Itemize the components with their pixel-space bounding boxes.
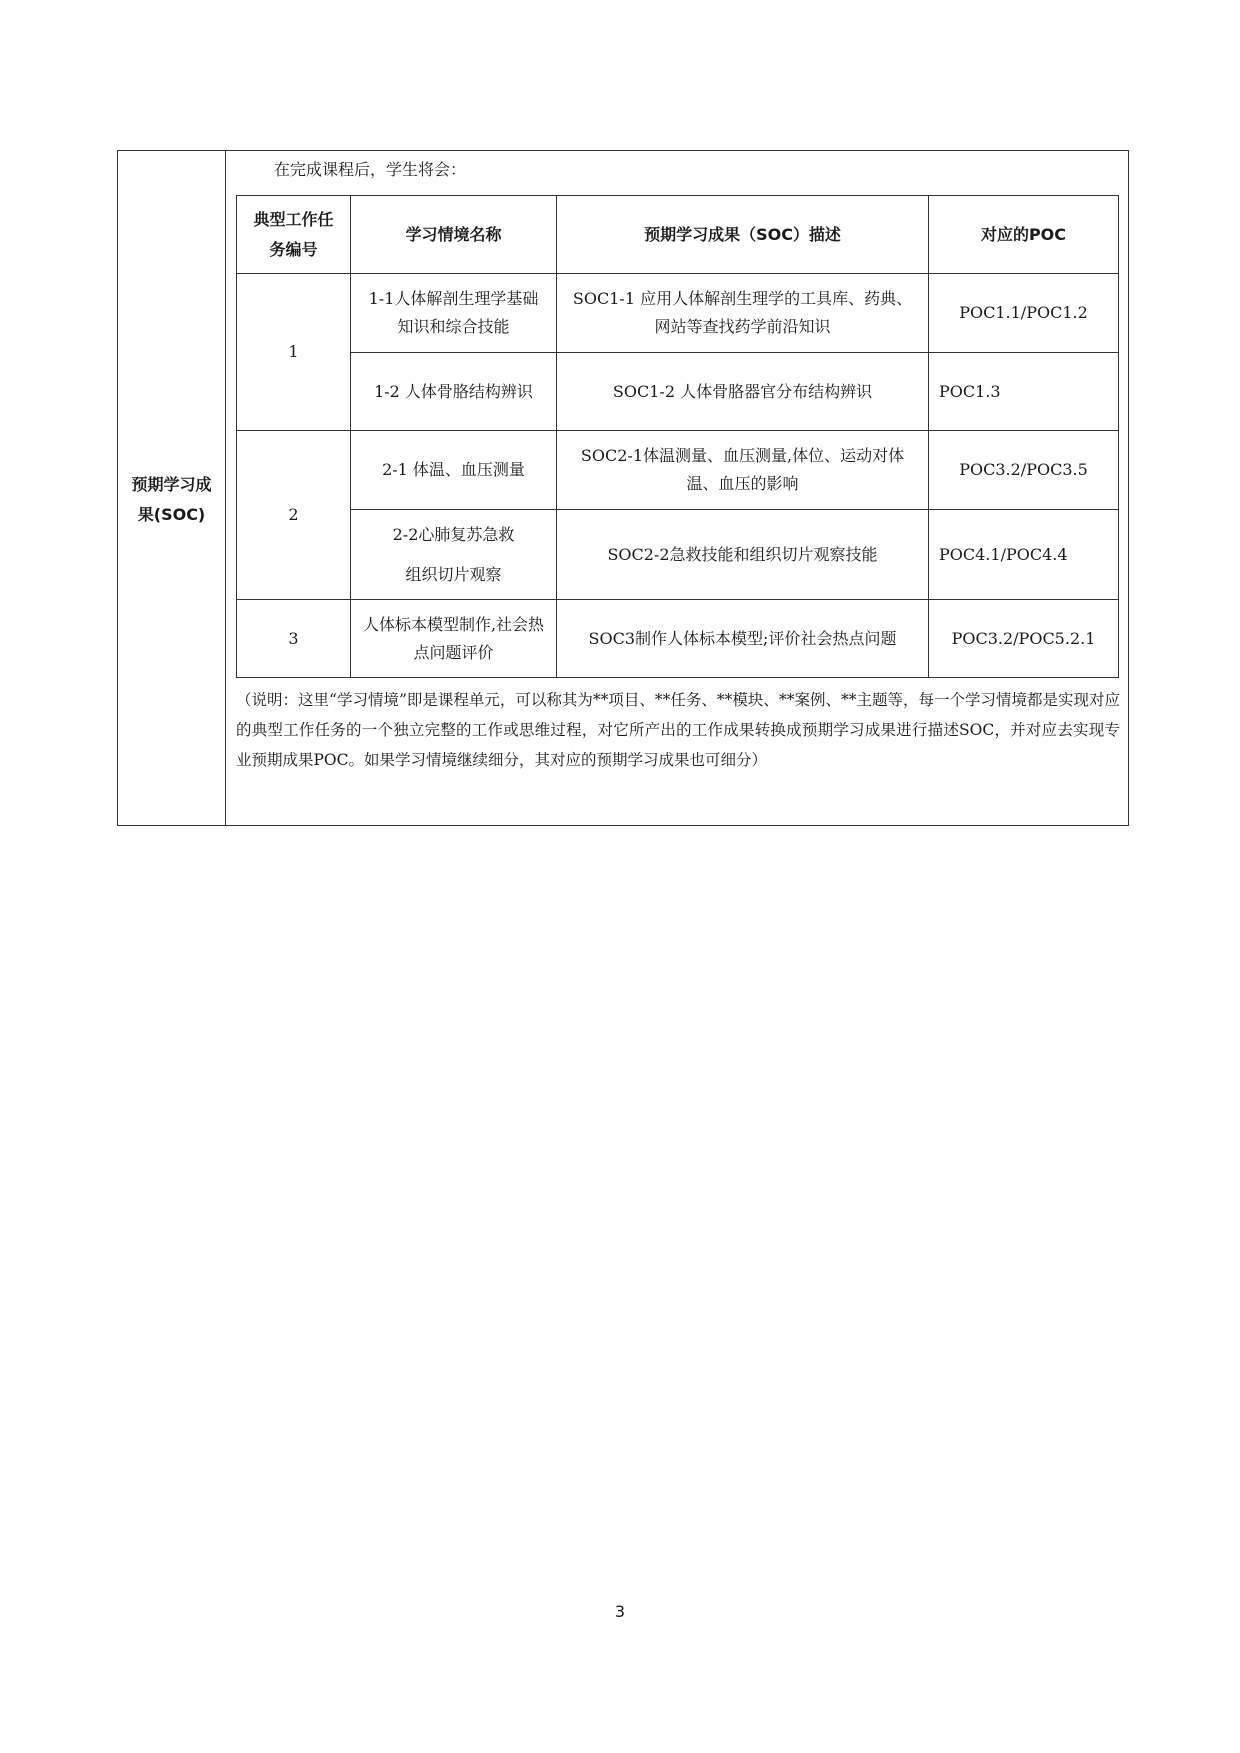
header-task-no: 典型工作任务编号	[237, 196, 351, 274]
header-row	[237, 196, 1119, 274]
section-label: 预期学习成果(SOC)	[131, 475, 212, 524]
soc-cell: SOC1-2 人体骨胳器官分布结构辨识	[557, 353, 929, 431]
situation-cell: 2-2心肺复苏急救组织切片观察	[351, 510, 557, 600]
header-soc: 预期学习成果（SOC）描述	[557, 196, 929, 274]
poc-cell: POC1.3	[929, 353, 1119, 431]
header-poc: 对应的POC	[929, 196, 1119, 274]
section-label-cell	[118, 151, 226, 825]
task-no-cell: 2	[237, 431, 351, 600]
table-row	[237, 600, 1119, 678]
situation-cell: 2-1 体温、血压测量	[351, 431, 557, 510]
soc-cell: SOC1-1 应用人体解剖生理学的工具库、药典、网站等查找药学前沿知识	[557, 274, 929, 353]
task-no-cell: 1	[237, 274, 351, 431]
poc-cell: POC3.2/POC3.5	[929, 431, 1119, 510]
situation-cell: 1-2 人体骨胳结构辨识	[351, 353, 557, 431]
note-text: （说明：这里“学习情境”即是课程单元，可以称其为**项目、**任务、**模块、**案例、**主题等，每一个学习情境都是实现对应的典型工作任务的一个独立完整的工作或思维过程，对它所产出的工作成果转换成预期学习成果进行描述SOC，并对应去实现专业预期成果POC。如果学习情境继续细分，其对应的预期学习成果也可细分）	[236, 691, 1120, 769]
situation-cell: 1-1人体解剖生理学基础知识和综合技能	[351, 274, 557, 353]
table-row	[237, 274, 1119, 353]
poc-cell: POC3.2/POC5.2.1	[929, 600, 1119, 678]
table-row	[237, 353, 1119, 431]
soc-cell: SOC2-2急救技能和组织切片观察技能	[557, 510, 929, 600]
table-row	[237, 431, 1119, 510]
poc-cell: POC4.1/POC4.4	[929, 510, 1119, 600]
poc-cell: POC1.1/POC1.2	[929, 274, 1119, 353]
intro-text: 在完成课程后，学生将会：	[274, 160, 467, 179]
soc-cell: SOC3制作人体标本模型;评价社会热点问题	[557, 600, 929, 678]
soc-cell: SOC2-1体温测量、血压测量,体位、运动对体温、血压的影响	[557, 431, 929, 510]
task-no-cell: 3	[237, 600, 351, 678]
header-situation: 学习情境名称	[351, 196, 557, 274]
outcomes-section	[117, 150, 1129, 826]
table-row	[237, 510, 1119, 600]
situation-cell: 人体标本模型制作,社会热点问题评价	[351, 600, 557, 678]
outcomes-table	[236, 195, 1119, 678]
page-number: 3	[614, 1602, 626, 1621]
